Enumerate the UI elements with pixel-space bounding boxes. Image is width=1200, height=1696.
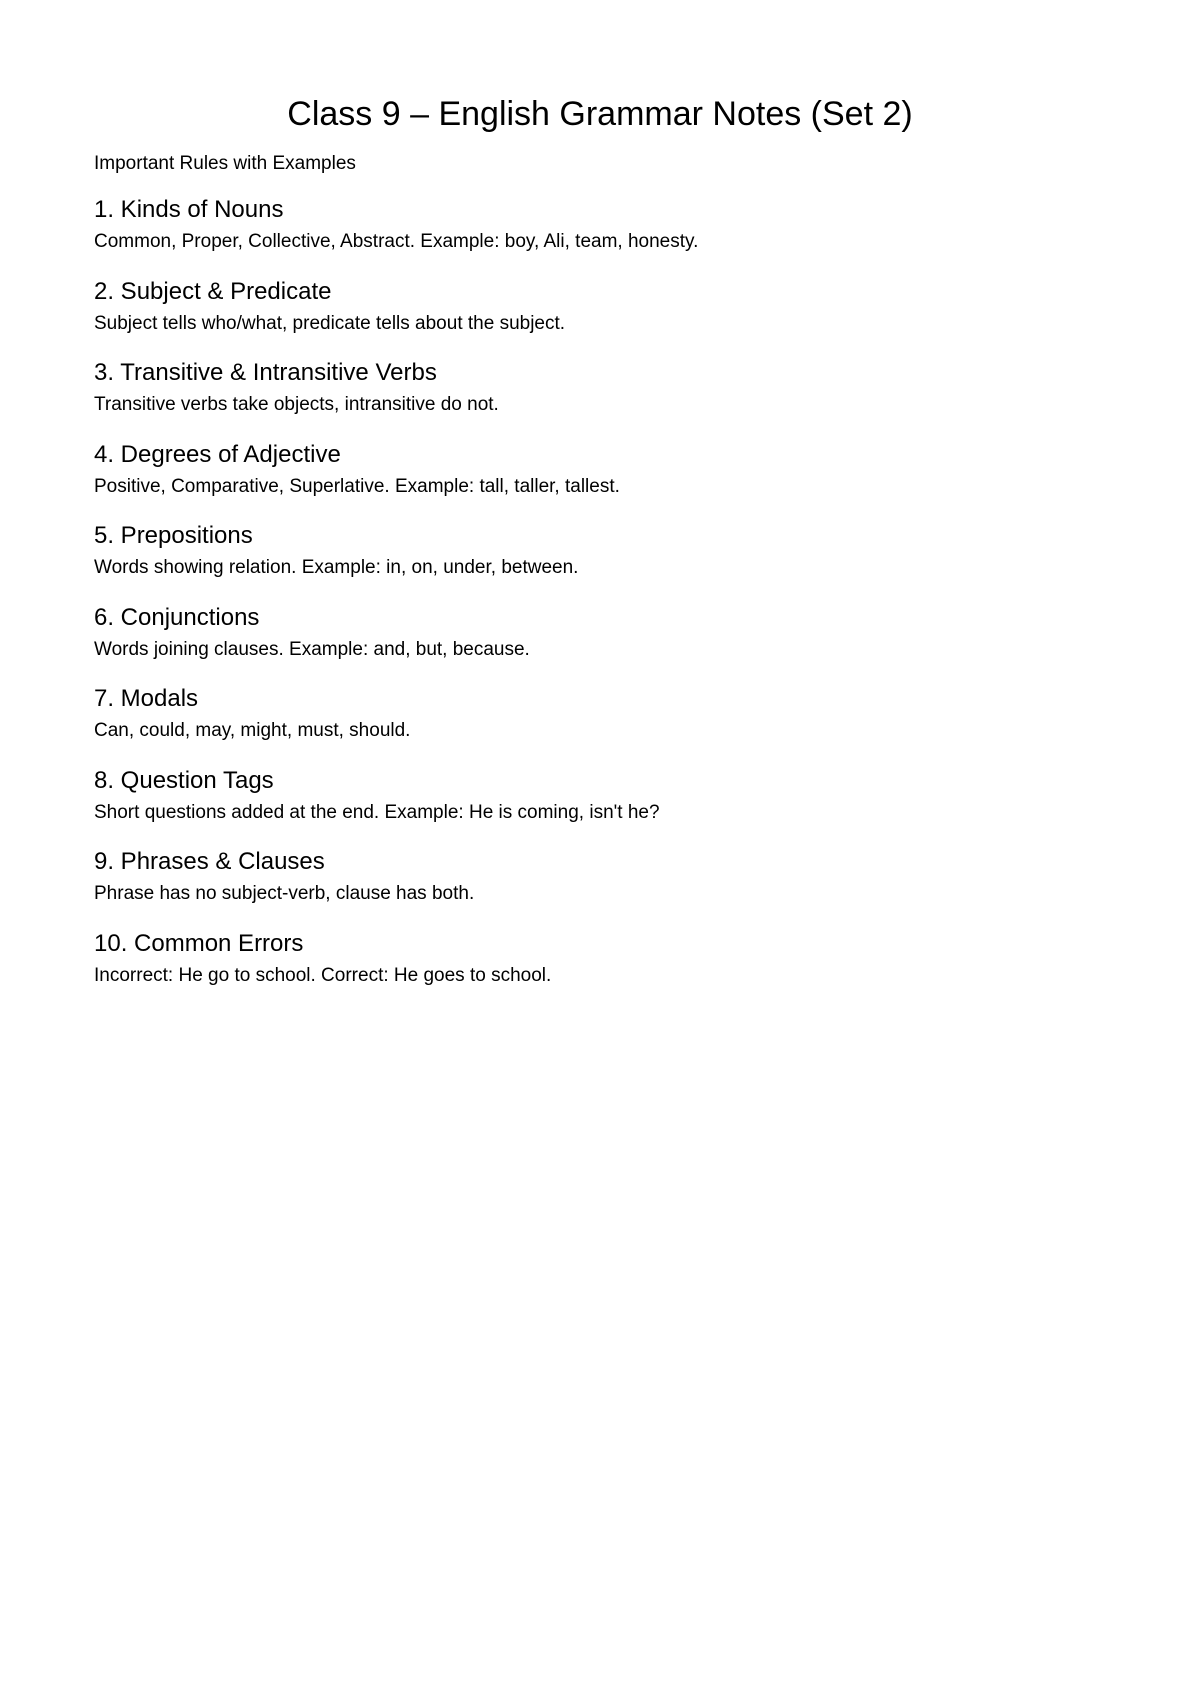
notes-list — [94, 195, 1104, 1010]
note-section — [94, 440, 1104, 522]
section-heading: 7. Modals — [94, 685, 199, 712]
note-section — [94, 277, 1104, 359]
section-heading: 6. Conjunctions — [94, 603, 260, 631]
page-subtitle: Important Rules with Examples — [94, 153, 356, 174]
section-body: Words joining clauses. Example: and, but, because. — [94, 638, 530, 660]
section-heading: 10. Common Errors — [94, 929, 304, 957]
note-section — [94, 766, 1104, 848]
section-body: Words showing relation. Example: in, on, under, between. — [94, 557, 579, 578]
note-section — [94, 684, 1104, 766]
section-heading: 4. Degrees of Adjective — [94, 440, 341, 468]
note-section — [94, 929, 1104, 1011]
section-heading: 9. Phrases & Clauses — [94, 848, 325, 875]
section-heading: 5. Prepositions — [94, 522, 253, 549]
note-section — [94, 603, 1104, 685]
section-body: Incorrect: He go to school. Correct: He goes to school. — [94, 964, 552, 986]
section-heading: 8. Question Tags — [94, 766, 274, 794]
section-body: Short questions added at the end. Example: He is coming, isn't he? — [94, 801, 660, 823]
note-section — [94, 847, 1104, 929]
page-title: Class 9 – English Grammar Notes (Set 2) — [287, 95, 913, 133]
section-body: Can, could, may, might, must, should. — [94, 720, 411, 741]
note-section — [94, 358, 1104, 440]
section-body: Common, Proper, Collective, Abstract. Example: boy, Ali, team, honesty. — [94, 231, 699, 252]
section-heading: 1. Kinds of Nouns — [94, 196, 284, 223]
section-body: Phrase has no subject-verb, clause has both. — [94, 883, 475, 904]
note-section — [94, 521, 1104, 603]
section-body: Positive, Comparative, Superlative. Example: tall, taller, tallest. — [94, 475, 620, 497]
section-body: Subject tells who/what, predicate tells about the subject. — [94, 312, 566, 334]
note-section — [94, 195, 1104, 277]
section-heading: 2. Subject & Predicate — [94, 277, 332, 305]
section-body: Transitive verbs take objects, intransitive do not. — [94, 394, 499, 415]
section-heading: 3. Transitive & Intransitive Verbs — [94, 359, 437, 386]
